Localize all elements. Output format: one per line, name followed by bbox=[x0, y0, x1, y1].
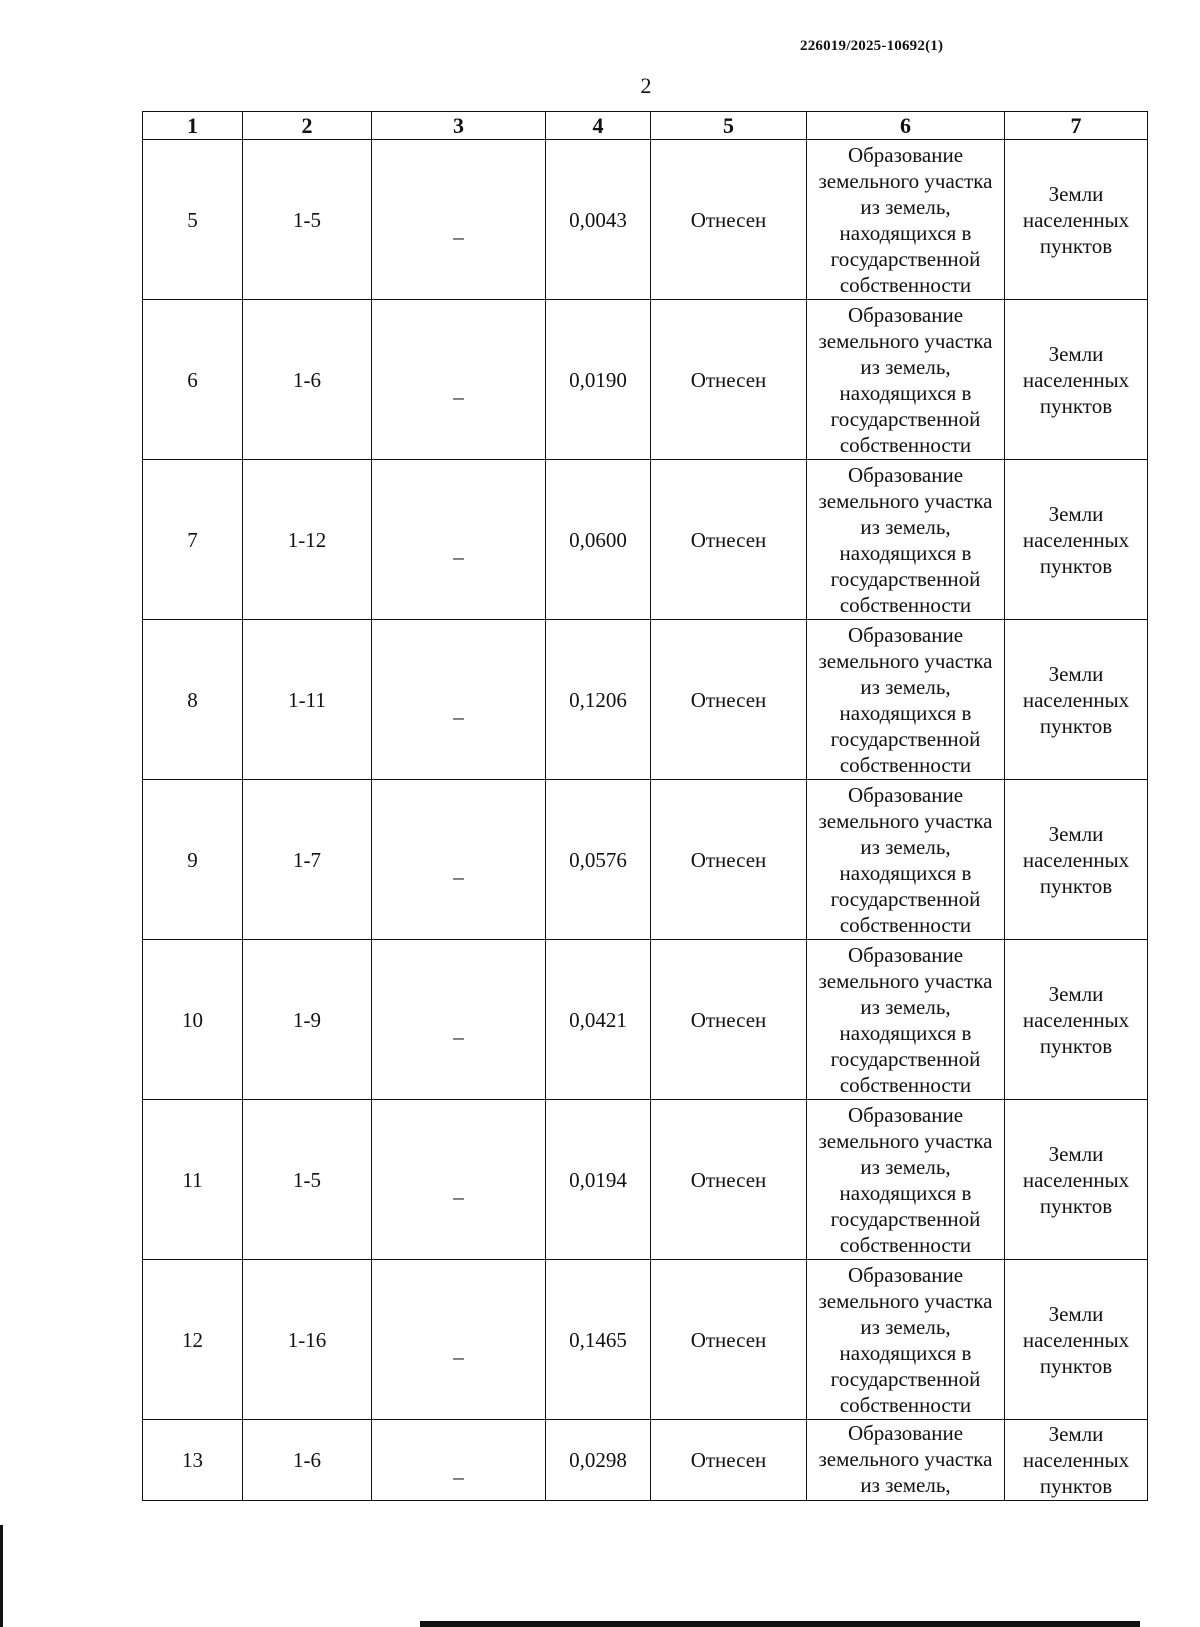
cell-plot-number: 1-5 bbox=[243, 140, 372, 300]
cell-area: 0,0600 bbox=[546, 460, 651, 620]
empty-dash: _ bbox=[453, 537, 464, 562]
table-row bbox=[143, 140, 1148, 300]
table-row bbox=[143, 460, 1148, 620]
cell-row-number: 8 bbox=[143, 620, 243, 780]
cell-basis bbox=[807, 940, 1005, 1100]
cell-land-category: Земли населенных пунктов bbox=[1005, 780, 1148, 940]
cell-land-category: Земли населенных пунктов bbox=[1005, 620, 1148, 780]
empty-dash: _ bbox=[453, 697, 464, 722]
empty-dash: _ bbox=[453, 1337, 464, 1362]
cell-plot-number: 1-7 bbox=[243, 780, 372, 940]
cell-basis bbox=[807, 1420, 1005, 1501]
scan-edge-bottom bbox=[420, 1621, 1140, 1627]
cell-status: Отнесен bbox=[651, 1420, 807, 1501]
empty-dash: _ bbox=[453, 1177, 464, 1202]
cell-row-number: 7 bbox=[143, 460, 243, 620]
cell-area: 0,0043 bbox=[546, 140, 651, 300]
cell-status: Отнесен bbox=[651, 300, 807, 460]
empty-dash: _ bbox=[453, 217, 464, 242]
cell-area: 0,0298 bbox=[546, 1420, 651, 1501]
basis-text: Образование земельного участка из земель, находящихся в государственной собственности bbox=[818, 1102, 993, 1257]
cell-area: 0,0190 bbox=[546, 300, 651, 460]
basis-text: Образование земельного участка из земель, находящихся в государственной собственности bbox=[818, 942, 993, 1097]
cell-row-number: 6 bbox=[143, 300, 243, 460]
basis-text: Образование земельного участка из земель, находящихся в государственной собственности bbox=[818, 462, 993, 617]
column-header: 2 bbox=[243, 112, 372, 140]
cell-basis bbox=[807, 300, 1005, 460]
cell-col3 bbox=[372, 460, 546, 620]
cell-row-number: 12 bbox=[143, 1260, 243, 1420]
cell-status: Отнесен bbox=[651, 620, 807, 780]
cell-plot-number: 1-9 bbox=[243, 940, 372, 1100]
column-header: 6 bbox=[807, 112, 1005, 140]
cell-area: 0,0194 bbox=[546, 1100, 651, 1260]
empty-dash: _ bbox=[453, 1458, 464, 1482]
column-header-row bbox=[143, 112, 1148, 140]
cell-plot-number: 1-5 bbox=[243, 1100, 372, 1260]
cell-basis bbox=[807, 1100, 1005, 1260]
land-plots-table bbox=[142, 111, 1148, 1501]
scan-edge-left bbox=[0, 1525, 3, 1627]
cell-status: Отнесен bbox=[651, 1100, 807, 1260]
table-row bbox=[143, 940, 1148, 1100]
cell-area: 0,0421 bbox=[546, 940, 651, 1100]
cell-basis bbox=[807, 460, 1005, 620]
column-header: 1 bbox=[143, 112, 243, 140]
cell-plot-number: 1-12 bbox=[243, 460, 372, 620]
table-row bbox=[143, 620, 1148, 780]
cell-basis bbox=[807, 140, 1005, 300]
column-header: 3 bbox=[372, 112, 546, 140]
cell-row-number: 11 bbox=[143, 1100, 243, 1260]
cell-land-category: Земли населенных пунктов bbox=[1005, 140, 1148, 300]
page-number: 2 bbox=[640, 73, 652, 98]
table-row bbox=[143, 780, 1148, 940]
cell-plot-number: 1-6 bbox=[243, 300, 372, 460]
basis-text: Образование земельного участка из земель, находящихся в государственной собственности bbox=[818, 622, 993, 777]
cell-plot-number: 1-6 bbox=[243, 1420, 372, 1501]
basis-text: Образование земельного участка из земель, находящихся в государственной собственности bbox=[818, 1262, 993, 1417]
table-row bbox=[143, 300, 1148, 460]
cell-col3 bbox=[372, 300, 546, 460]
column-header: 7 bbox=[1005, 112, 1148, 140]
cell-plot-number: 1-16 bbox=[243, 1260, 372, 1420]
cell-col3 bbox=[372, 1420, 546, 1501]
cell-area: 0,0576 bbox=[546, 780, 651, 940]
basis-text: Образование земельного участка из земель, находящихся в государственной собственности bbox=[818, 302, 993, 457]
column-header: 5 bbox=[651, 112, 807, 140]
table-row bbox=[143, 1420, 1148, 1501]
table-row bbox=[143, 1260, 1148, 1420]
cell-land-category: Земли населенных пунктов bbox=[1005, 460, 1148, 620]
cell-col3 bbox=[372, 1260, 546, 1420]
cell-land-category: Земли населенных пунктов bbox=[1005, 1420, 1148, 1501]
cell-status: Отнесен bbox=[651, 140, 807, 300]
cell-row-number: 13 bbox=[143, 1420, 243, 1501]
cell-col3 bbox=[372, 1100, 546, 1260]
cell-land-category: Земли населенных пунктов bbox=[1005, 940, 1148, 1100]
empty-dash: _ bbox=[453, 377, 464, 402]
column-header: 4 bbox=[546, 112, 651, 140]
basis-text: Образование земельного участка из земель, находящихся в государственной собственности bbox=[818, 142, 993, 297]
document-id: 226019/2025-10692(1) bbox=[800, 38, 944, 54]
cell-status: Отнесен bbox=[651, 1260, 807, 1420]
cell-status: Отнесен bbox=[651, 780, 807, 940]
cell-row-number: 10 bbox=[143, 940, 243, 1100]
cell-col3 bbox=[372, 780, 546, 940]
cell-land-category: Земли населенных пунктов bbox=[1005, 300, 1148, 460]
cell-row-number: 5 bbox=[143, 140, 243, 300]
cell-area: 0,1465 bbox=[546, 1260, 651, 1420]
cell-status: Отнесен bbox=[651, 940, 807, 1100]
cell-basis bbox=[807, 1260, 1005, 1420]
empty-dash: _ bbox=[453, 1017, 464, 1042]
cell-col3 bbox=[372, 940, 546, 1100]
cell-basis bbox=[807, 620, 1005, 780]
table-row bbox=[143, 1100, 1148, 1260]
cell-basis bbox=[807, 780, 1005, 940]
cell-col3 bbox=[372, 140, 546, 300]
cell-plot-number: 1-11 bbox=[243, 620, 372, 780]
cell-land-category: Земли населенных пунктов bbox=[1005, 1100, 1148, 1260]
cell-col3 bbox=[372, 620, 546, 780]
cell-area: 0,1206 bbox=[546, 620, 651, 780]
empty-dash: _ bbox=[453, 857, 464, 882]
cell-row-number: 9 bbox=[143, 780, 243, 940]
cell-land-category: Земли населенных пунктов bbox=[1005, 1260, 1148, 1420]
basis-text: Образование земельного участка из земель, находящихся в государственной собственности bbox=[818, 782, 993, 937]
cell-status: Отнесен bbox=[651, 460, 807, 620]
basis-text: Образование земельного участка из земель, bbox=[818, 1421, 993, 1497]
